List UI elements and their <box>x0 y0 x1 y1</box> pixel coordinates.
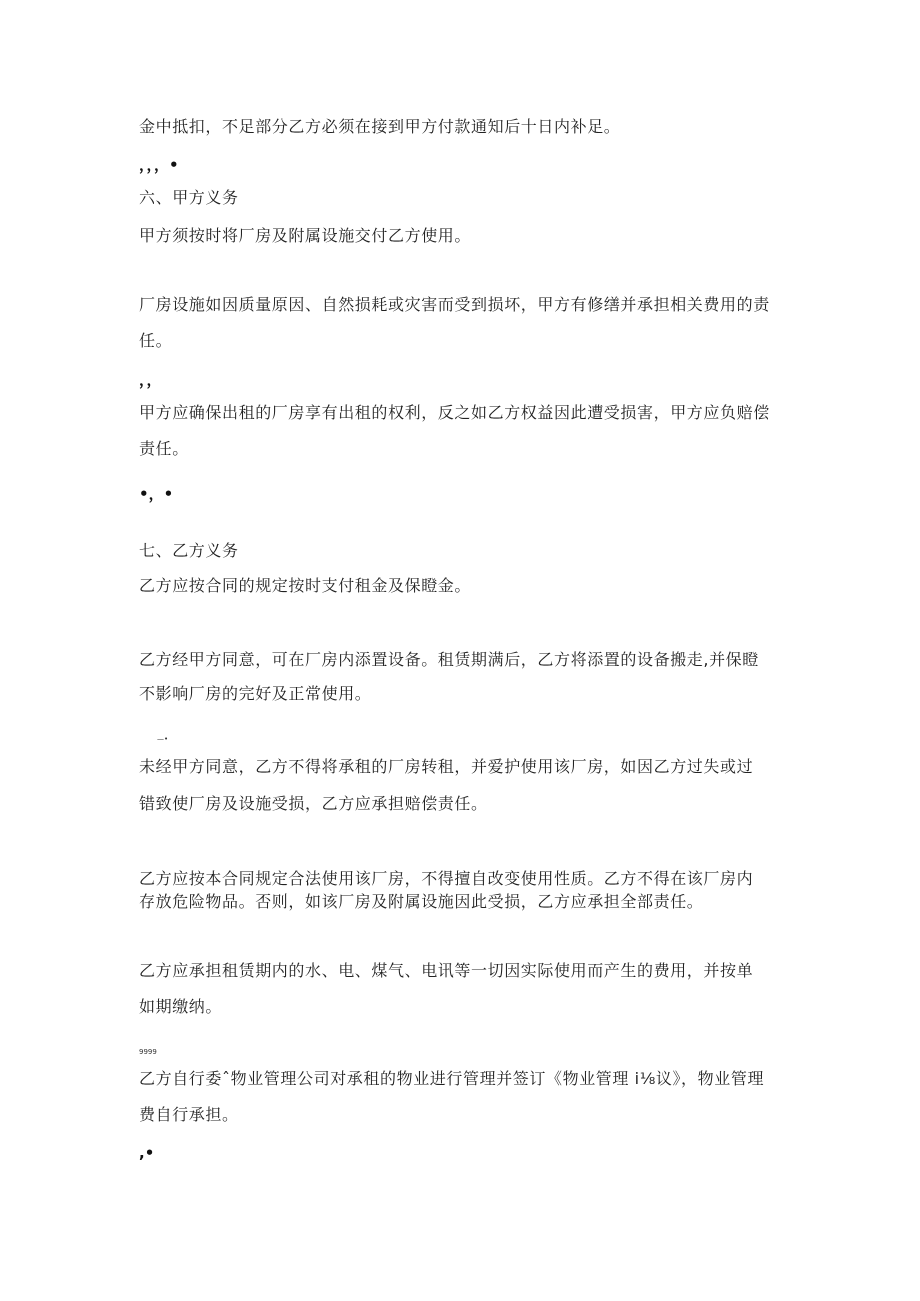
text-line: 厂房设施如因质量原因、自然损耗或灾害而受到损坏，甲方有修缮并承担相关费用的责 <box>139 295 770 314</box>
text-line: 乙方应承担租赁期内的水、电、煤气、电讯等一切因实际使用而产生的费用，并按单 <box>139 961 754 980</box>
text-line: 金中抵扣，不足部分乙方必须在接到甲方付款通知后十日内补足。 <box>139 117 621 136</box>
mark-line: ，， <box>139 371 162 389</box>
mark-line: ,• <box>139 1144 155 1162</box>
text-line: 甲方须按时将厂房及附属设施交付乙方使用。 <box>139 226 472 245</box>
mark-line: —• <box>157 735 169 743</box>
text-line: 存放危险物品。否则，如该厂房及附属设施因此受损，乙方应承担全部责任。 <box>139 892 704 911</box>
mark-line: 9999 <box>139 1048 157 1056</box>
text-line: 乙方自行委ˆ物业管理公司对承租的物业进行管理并签订《物业管理 i⅛议》，物业管理 <box>139 1069 765 1088</box>
text-line: 乙方应按本合同规定合法使用该厂房，不得擅自改变使用性质。乙方不得在该厂房内 <box>139 869 754 888</box>
text-line: 责任。 <box>139 439 189 458</box>
text-line: 错致使厂房及设施受损，乙方应承担赔偿责任。 <box>139 794 488 813</box>
text-line: 甲方应确保出租的厂房享有出租的权利，反之如乙方权益因此遭受损害，甲方应负赔偿 <box>139 403 770 422</box>
mark-line: •，• <box>139 485 174 503</box>
text-line: 不影响厂房的完好及正常使用。 <box>139 684 372 703</box>
text-line: 费自行承担。 <box>139 1105 239 1124</box>
section-heading-party-a: 六、甲方义务 <box>139 188 239 207</box>
section-heading-party-b: 七、乙方义务 <box>139 541 239 560</box>
text-line: 任。 <box>139 331 173 350</box>
mark-line: ，，，• <box>139 156 179 174</box>
text-line: 如期缴纳。 <box>139 997 223 1016</box>
text-line: 乙方应按合同的规定按时支付租金及保瞪金。 <box>139 576 472 595</box>
text-line: 未经甲方同意，乙方不得将承租的厂房转租，并爱护使用该厂房，如因乙方过失或过 <box>139 757 754 776</box>
text-line: 乙方经甲方同意，可在厂房内添置设备。租赁期满后，乙方将添置的设备搬走,并保瞪 <box>139 650 759 669</box>
